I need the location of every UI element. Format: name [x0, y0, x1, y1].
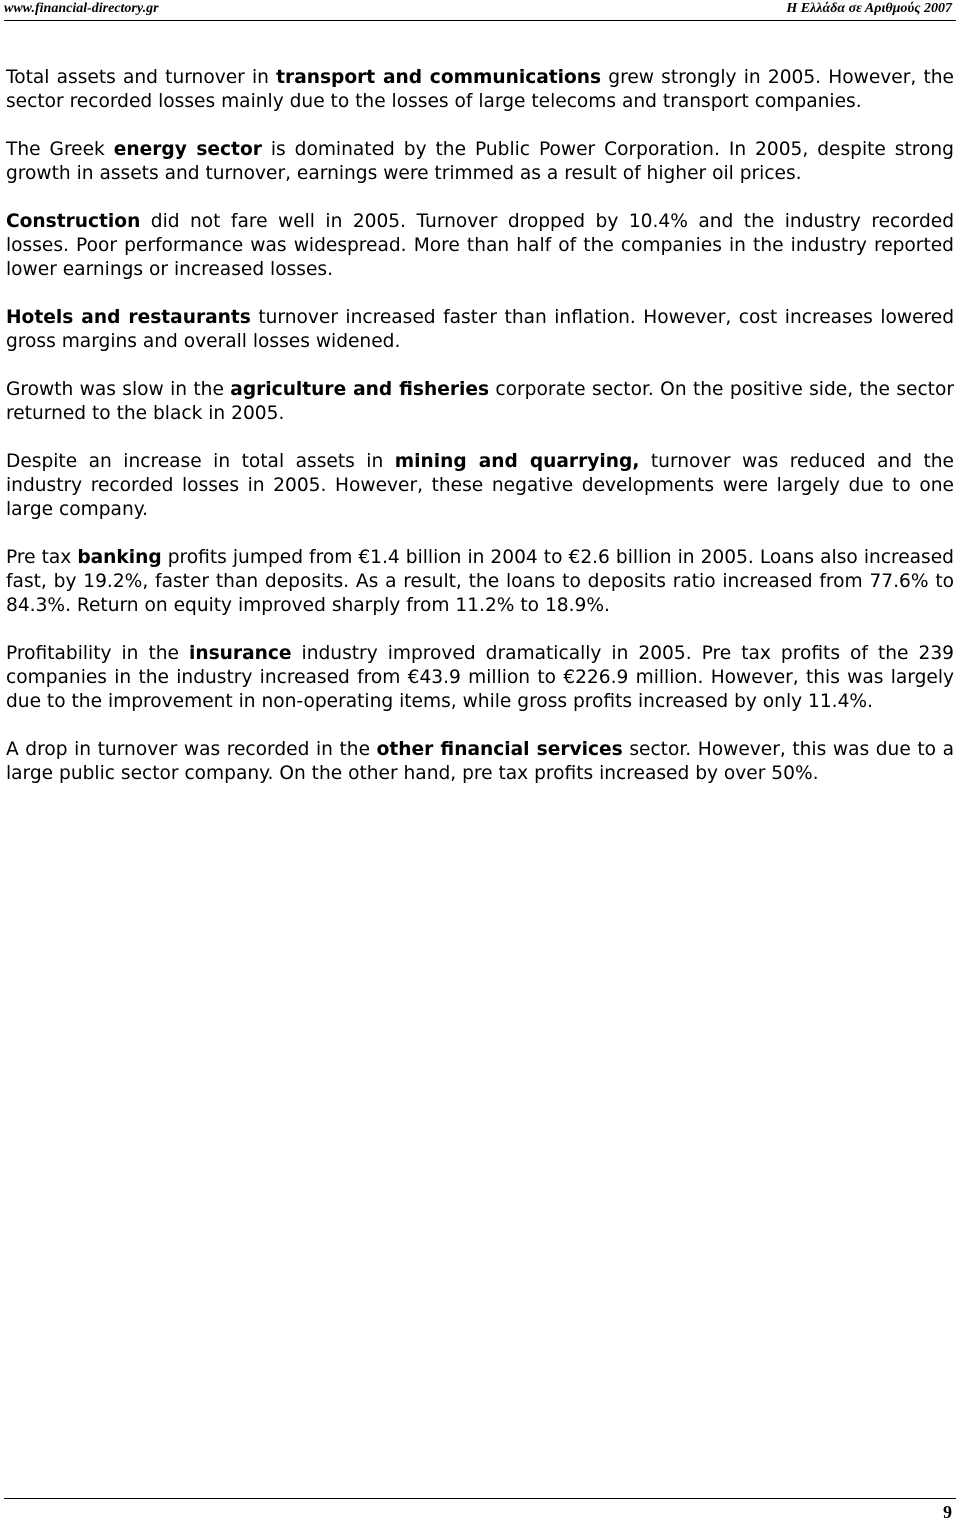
publication-title: Η Ελλάδα σε Αριθμούς 2007: [786, 1, 952, 16]
website-link[interactable]: www.financial-directory.gr: [4, 1, 159, 16]
page-header: [0, 0, 960, 22]
page-number: 9: [943, 1502, 952, 1522]
paragraph-energy: The Greek energy sector is dominated by the Public Power Corporation. In 2005, despite strong growth in assets and turnover, earnings were trimmed as a result of higher oil prices.: [6, 139, 954, 184]
paragraph-agriculture: Growth was slow in the agriculture and fisheries corporate sector. On the positive side, the sector returned to the black in 2005.: [6, 379, 954, 424]
paragraph-other-financial: A drop in turnover was recorded in the other financial services sector. However, this was due to a large public sector company. On the other hand, pre tax profits increased by over 50%.: [6, 739, 954, 784]
paragraph-insurance: Profitability in the insurance industry improved dramatically in 2005. Pre tax profits of the 239 companies in the industry increased from €43.9 million to €226.9 million. However, this was largely due to the improvement in non-operating items, while gross profits increased by only 11.4%.: [6, 643, 954, 712]
paragraph-construction: Construction did not fare well in 2005. Turnover dropped by 10.4% and the industry recorded losses. Poor performance was widespread. More than half of the companies in the industry reported lower earnings or increased losses.: [6, 211, 954, 280]
paragraph-transport: Total assets and turnover in transport and communications grew strongly in 2005. However, the sector recorded losses mainly due to the losses of large telecoms and transport companies.: [6, 67, 954, 112]
footer-divider: [4, 1498, 956, 1499]
header-divider: [4, 20, 956, 21]
paragraph-hotels: Hotels and restaurants turnover increased faster than inflation. However, cost increases lowered gross margins and overall losses widened.: [6, 307, 954, 352]
paragraph-mining: Despite an increase in total assets in mining and quarrying, turnover was reduced and the industry recorded losses in 2005. However, these negative developments were largely due to one large company.: [6, 451, 954, 520]
paragraph-banking: Pre tax banking profits jumped from €1.4 billion in 2004 to €2.6 billion in 2005. Loans also increased fast, by 19.2%, faster than deposits. As a result, the loans to deposits ratio increased from 77.6% to 84.3%. Return on equity improved sharply from 11.2% to 18.9%.: [6, 547, 954, 616]
document-body: [6, 66, 954, 810]
